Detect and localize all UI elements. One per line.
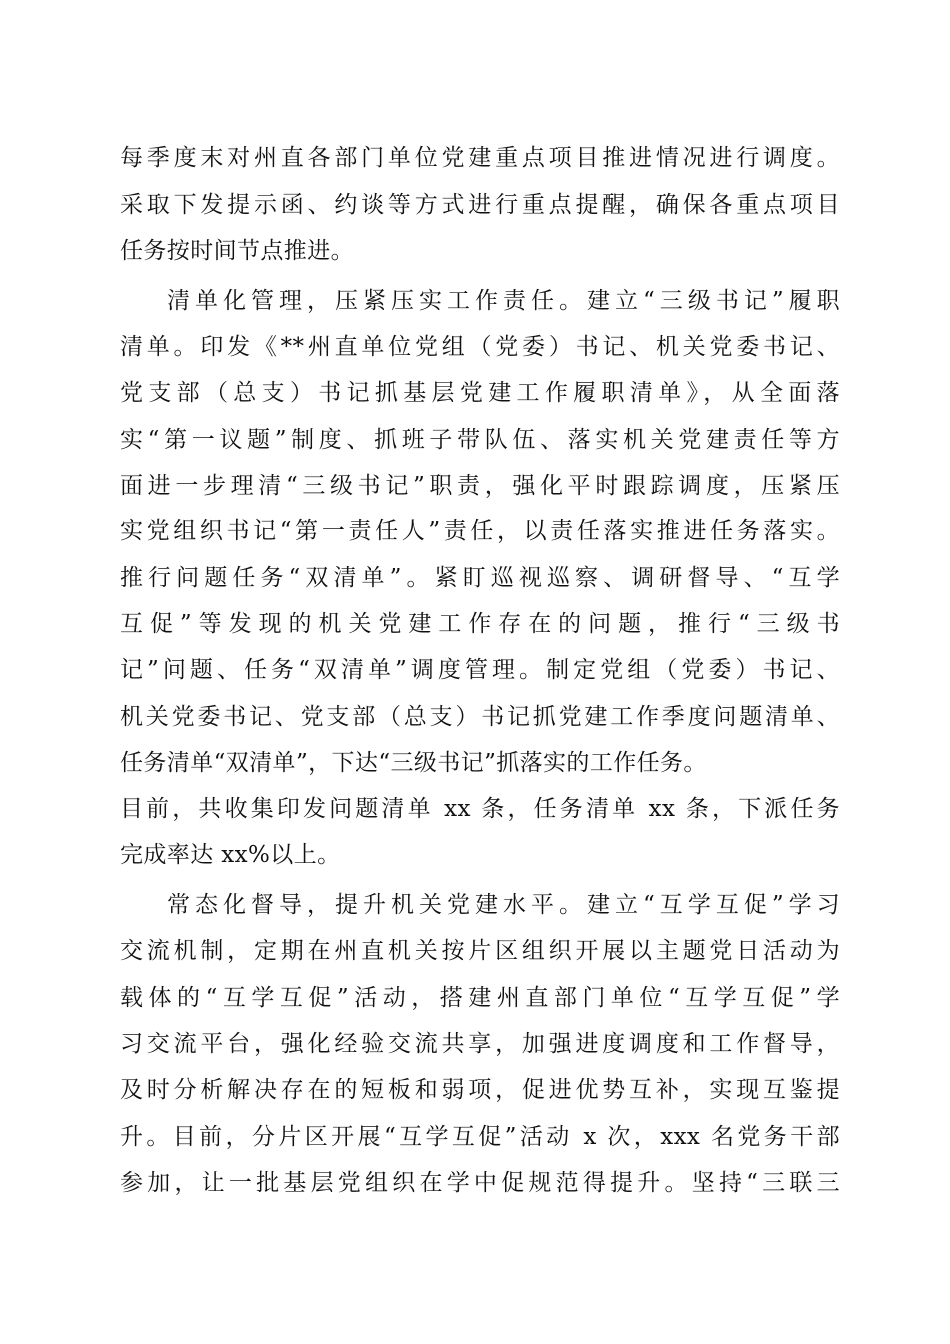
text-line: 完成率达 xx%以上。 bbox=[120, 842, 341, 868]
text-line: 交流机制，定期在州直机关按片区组织开展以主题党日活动为 bbox=[120, 938, 840, 964]
text-line: 实党组织书记“第一责任人”责任，以责任落实推进任务落实。 bbox=[120, 518, 840, 544]
text-line: 任务按时间节点推进。 bbox=[120, 238, 354, 264]
text-line: 面进一步理清“三级书记”职责，强化平时跟踪调度，压紧压 bbox=[120, 473, 840, 499]
text-line: 升。目前，分片区开展“互学互促”活动 x 次，xxx 名党务干部 bbox=[120, 1124, 840, 1150]
text-line: 互促”等发现的机关党建工作存在的问题，推行“三级书 bbox=[120, 611, 840, 637]
text-line: 参加，让一批基层党组织在学中促规范得提升。坚持“三联三 bbox=[120, 1170, 840, 1196]
text-line: 目前，共收集印发问题清单 xx 条，任务清单 xx 条，下派任务 bbox=[120, 796, 840, 822]
text-line: 载体的“互学互促”活动，搭建州直部门单位“互学互促”学 bbox=[120, 985, 840, 1011]
text-line: 及时分析解决存在的短板和弱项，促进优势互补，实现互鉴提 bbox=[120, 1077, 840, 1103]
text-line: 实“第一议题”制度、抓班子带队伍、落实机关党建责任等方 bbox=[120, 427, 840, 453]
text-line: 习交流平台，强化经验交流共享，加强进度调度和工作督导， bbox=[120, 1031, 840, 1057]
text-line: 记”问题、任务“双清单”调度管理。制定党组（党委）书记、 bbox=[120, 657, 840, 683]
text-line: 采取下发提示函、约谈等方式进行重点提醒，确保各重点项目 bbox=[120, 192, 840, 218]
text-line: 任务清单“双清单”，下达“三级书记”抓落实的工作任务。 bbox=[120, 750, 707, 776]
text-line: 清单。印发《**州直单位党组（党委）书记、机关党委书记、 bbox=[120, 334, 840, 360]
text-line: 推行问题任务“双清单”。紧盯巡视巡察、调研督导、“互学 bbox=[120, 565, 840, 591]
text-line: 机关党委书记、党支部（总支）书记抓党建工作季度问题清单、 bbox=[120, 704, 840, 730]
paragraph-heading-line: 清单化管理，压紧压实工作责任。建立“三级书记”履职 bbox=[167, 288, 840, 314]
text-line: 党支部（总支）书记抓基层党建工作履职清单》，从全面落 bbox=[120, 380, 840, 406]
text-line: 每季度末对州直各部门单位党建重点项目推进情况进行调度。 bbox=[120, 145, 840, 171]
paragraph-heading-line: 常态化督导，提升机关党建水平。建立“互学互促”学习 bbox=[167, 892, 840, 918]
